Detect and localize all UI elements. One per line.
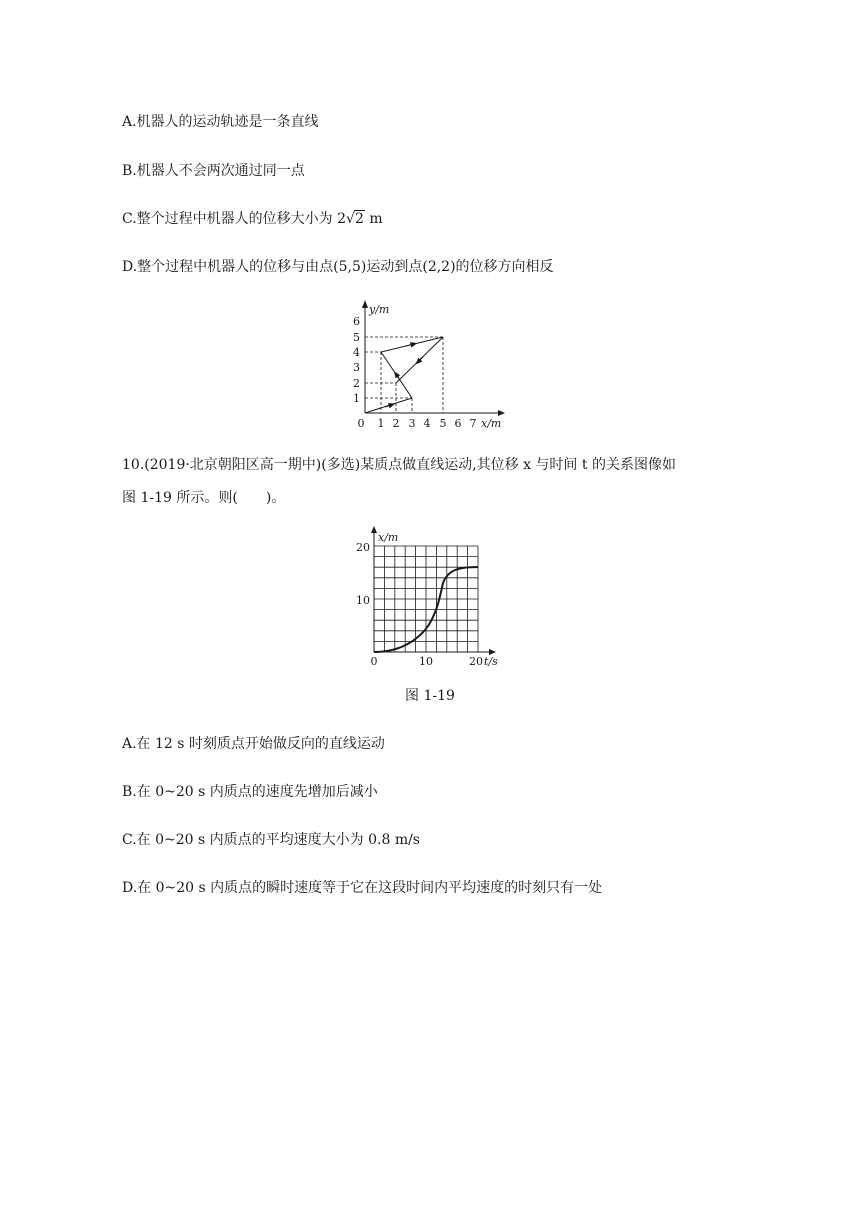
x-tick-5: 5 bbox=[439, 417, 447, 430]
y-tick-5: 5 bbox=[353, 331, 360, 344]
fig2-x-tick-10: 10 bbox=[419, 655, 433, 668]
sqrt-symbol: √2 bbox=[346, 211, 364, 227]
y-tick-4: 4 bbox=[353, 346, 360, 359]
fig2-y-label: x/m bbox=[378, 531, 399, 544]
figure-caption: 图 1-19 bbox=[405, 688, 455, 704]
x-tick-7: 7 bbox=[469, 417, 477, 430]
q9-option-c-text: C.整个过程中机器人的位移大小为 2 bbox=[122, 211, 347, 227]
fig2-x-label: t/s bbox=[484, 655, 498, 668]
sqrt-radicand: 2 bbox=[354, 211, 364, 227]
y-tick-3: 3 bbox=[353, 361, 360, 374]
y-tick-6: 6 bbox=[353, 315, 360, 328]
q9-option-b: B.机器人不会两次通过同一点 bbox=[122, 163, 305, 179]
q10-option-d: D.在 0~20 s 内质点的瞬时速度等于它在这段时间内平均速度的时刻只有一处 bbox=[122, 880, 603, 896]
q10-option-c: C.在 0~20 s 内质点的平均速度大小为 0.8 m/s bbox=[122, 832, 420, 848]
q9-option-d: D.整个过程中机器人的位移与由点(5,5)运动到点(2,2)的位移方向相反 bbox=[122, 259, 554, 275]
q9-option-a: A.机器人的运动轨迹是一条直线 bbox=[122, 114, 319, 130]
x-axis-vertical-arrow bbox=[371, 526, 377, 533]
q10-stem-line1: 10.(2019·北京朝阳区高一期中)(多选)某质点做直线运动,其位移 x 与时间 t 的关系图像如 bbox=[122, 457, 676, 473]
y-tick-2: 2 bbox=[353, 377, 360, 390]
fig2-y-tick-10: 10 bbox=[356, 594, 370, 607]
q9-option-c-unit: m bbox=[364, 211, 383, 227]
q10-option-b: B.在 0~20 s 内质点的速度先增加后减小 bbox=[122, 784, 378, 800]
x-tick-2: 2 bbox=[392, 417, 400, 430]
fig1-y-label: y/m bbox=[369, 303, 390, 316]
fig1-origin: 0 bbox=[357, 417, 365, 430]
x-tick-1: 1 bbox=[377, 417, 385, 430]
x-tick-3: 3 bbox=[408, 417, 416, 430]
x-tick-6: 6 bbox=[454, 417, 462, 430]
fig2-y-tick-20: 20 bbox=[356, 541, 370, 554]
y-tick-1: 1 bbox=[353, 392, 360, 405]
fig2-x-tick-0: 0 bbox=[370, 655, 378, 668]
q10-stem-line2: 图 1-19 所示。则( )。 bbox=[122, 490, 286, 506]
grid bbox=[374, 546, 478, 652]
q10-option-a: A.在 12 s 时刻质点开始做反向的直线运动 bbox=[122, 736, 385, 752]
fig2-x-tick-20: 20 bbox=[469, 655, 483, 668]
x-tick-4: 4 bbox=[423, 417, 431, 430]
fig1-x-label: x/m bbox=[481, 417, 502, 430]
